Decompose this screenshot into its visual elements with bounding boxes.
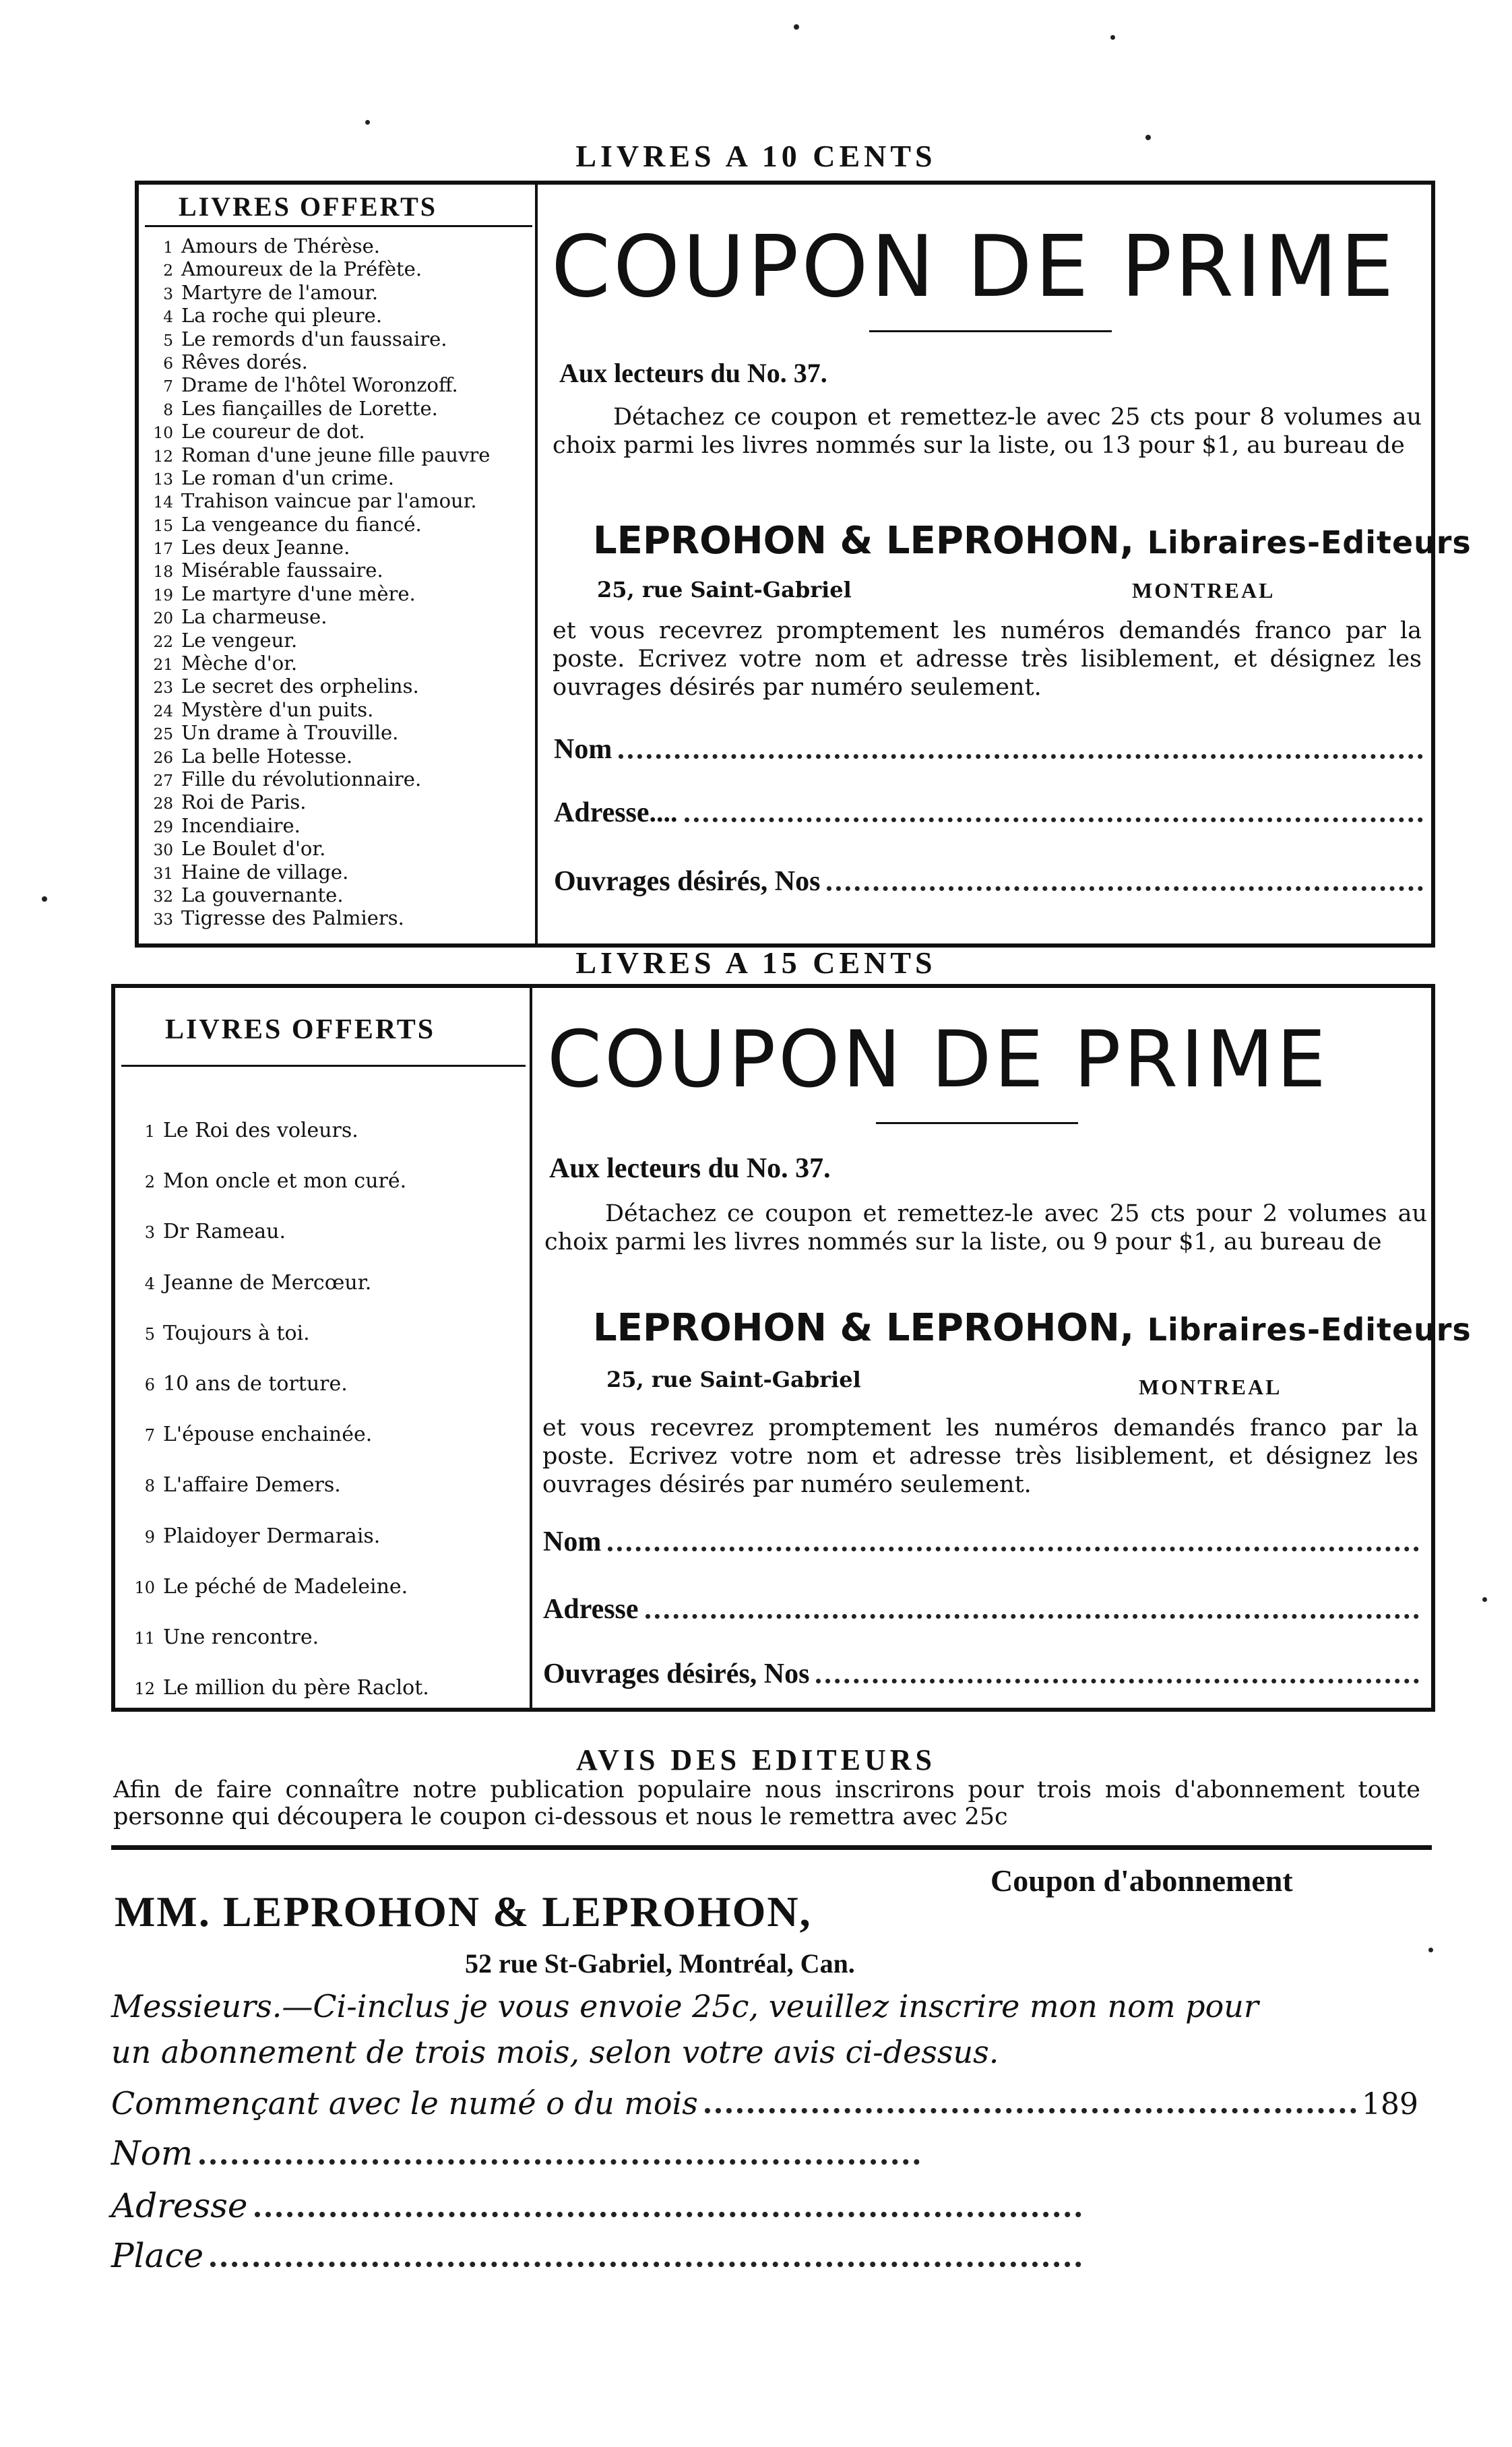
book-number: 12: [134, 1679, 155, 1699]
list-title: LIVRES OFFERTS: [179, 191, 438, 222]
book-number: 6: [163, 354, 173, 373]
book-title: Un drame à Trouville.: [181, 721, 399, 745]
book-number: 5: [163, 331, 173, 350]
ouvrages-dotted-line[interactable]: [827, 886, 1423, 891]
book-list-item: [138, 373, 536, 396]
book-title: Le martyre d'une mère.: [181, 582, 416, 605]
book-title: L'épouse enchainée.: [163, 1423, 373, 1447]
book-number: 1: [163, 239, 173, 257]
book-title: Le remords d'un faussaire.: [181, 327, 447, 350]
book-title: Le Boulet d'or.: [181, 837, 326, 861]
instructions-text: Détachez ce coupon et remettez-le avec 25 cts pour 8 volumes au choix parmi les livres nommés sur la liste, ou 13 pour $1, au bureau de: [553, 404, 1422, 459]
book-number: 6: [144, 1375, 155, 1394]
book-number: 13: [153, 470, 173, 489]
ouvrages-label: Ouvrages désirés, Nos: [543, 1659, 810, 1690]
book-title: Trahison vaincue par l'amour.: [181, 489, 477, 513]
ouvrages-field[interactable]: [554, 864, 1423, 898]
nom-dotted-line[interactable]: [608, 1547, 1419, 1551]
nom-label: Nom: [554, 734, 612, 765]
book-list-item: [138, 281, 536, 304]
delivery-paragraph: [553, 617, 1422, 702]
book-list-item: [138, 235, 536, 257]
book-title: Le secret des orphelins.: [181, 675, 419, 698]
commencant-dotted-line[interactable]: [705, 2108, 1356, 2113]
book-list-item: [138, 652, 536, 675]
book-title: Haine de village.: [181, 860, 349, 884]
book-list-item: [138, 350, 536, 373]
delivery-paragraph: [542, 1414, 1418, 1499]
section-heading-15-cents: LIVRES A 15 CENTS: [575, 946, 937, 980]
subscriber-place-field[interactable]: [111, 2231, 1081, 2275]
book-title: Le péché de Madeleine.: [163, 1574, 408, 1599]
book-number: 7: [163, 377, 173, 396]
coupon-divider: [530, 988, 532, 1708]
book-list-item: [138, 745, 536, 768]
book-title: Roi de Paris.: [181, 791, 307, 814]
book-title: La belle Hotesse.: [181, 744, 353, 768]
book-number: 18: [153, 563, 173, 582]
book-number: 28: [153, 795, 173, 813]
adresse-label: Adresse: [543, 1594, 639, 1625]
book-number: 4: [163, 308, 173, 327]
subscription-address: 52 rue St-Gabriel, Montréal, Can.: [465, 1948, 855, 1979]
subscriber-adresse-dotted-line[interactable]: [255, 2212, 1081, 2217]
book-number: 8: [144, 1477, 155, 1496]
book-list-item: [138, 559, 536, 582]
delivery-text: et vous recevrez promptement les numéros demandés franco par la poste. Ecrivez votre nom et adresse très lisiblement, et désignez les ouvrages désirés par numéro seulement.: [553, 617, 1422, 701]
publisher-firm: LEPROHON & LEPROHON,: [593, 519, 1135, 563]
book-title: Plaidoyer Dermarais.: [163, 1524, 381, 1548]
book-title: Le million du père Raclot.: [163, 1676, 429, 1700]
readers-line: Aux lecteurs du No. 37.: [559, 358, 827, 388]
book-list-item: [138, 629, 536, 652]
publisher-address: 25, rue Saint-Gabriel: [597, 577, 852, 602]
book-title: Les deux Jeanne.: [181, 536, 350, 559]
book-list-item: [138, 582, 536, 605]
list-title-rule: [121, 1065, 526, 1067]
book-title: La vengeance du fiancé.: [181, 512, 422, 536]
year-prefix: 189: [1362, 2087, 1418, 2121]
book-list-item: [138, 536, 536, 559]
book-list-item: [121, 1105, 526, 1156]
book-number: 9: [144, 1527, 155, 1547]
book-title: Jeanne de Mercœur.: [163, 1270, 372, 1295]
book-title: L'affaire Demers.: [163, 1473, 341, 1497]
subscriber-place-label: Place: [111, 2236, 204, 2275]
book-list-item: [138, 397, 536, 420]
list-title-rule: [145, 225, 532, 227]
print-speck: [1482, 1597, 1487, 1602]
publisher-role: Libraires-Editeurs: [1147, 1311, 1472, 1348]
book-title: 10 ans de torture.: [163, 1371, 348, 1396]
book-list-item: [121, 1460, 526, 1510]
adresse-dotted-line[interactable]: [685, 817, 1423, 822]
coupon-title: COUPON DE PRIME: [547, 1014, 1329, 1105]
publisher-role: Libraires-Editeurs: [1147, 524, 1472, 561]
book-number: 1: [144, 1122, 155, 1141]
instructions-paragraph: [553, 403, 1422, 460]
book-list-item: [138, 257, 536, 280]
book-title: Rêves dorés.: [181, 350, 308, 373]
print-speck: [794, 24, 799, 30]
ouvrages-field[interactable]: [543, 1655, 1419, 1690]
book-number: 27: [153, 771, 173, 790]
book-list-item: [138, 513, 536, 536]
book-number: 10: [153, 424, 173, 443]
coupon-title-rule: [876, 1122, 1078, 1124]
book-list-10-cents: [138, 235, 536, 930]
avis-text: Afin de faire connaître notre publication populaire nous inscrirons pour trois mois d'abonnement toute personne qui découpera le coupon ci-dessous et nous le remettra avec 25c: [113, 1776, 1420, 1831]
print-speck: [42, 896, 47, 902]
adresse-field[interactable]: [543, 1590, 1419, 1625]
print-speck: [1110, 35, 1115, 40]
publisher-address: 25, rue Saint-Gabriel: [606, 1367, 861, 1392]
book-number: 20: [153, 609, 173, 628]
book-number: 10: [134, 1578, 155, 1597]
book-list-item: [138, 466, 536, 489]
subscriber-adresse-field[interactable]: [111, 2181, 1081, 2225]
subscriber-nom-field[interactable]: [111, 2128, 920, 2173]
print-speck: [365, 120, 370, 125]
book-number: 23: [153, 679, 173, 698]
book-list-item: [138, 884, 536, 906]
book-number: 33: [153, 910, 173, 929]
book-title: Tigresse des Palmiers.: [181, 906, 404, 930]
book-number: 2: [163, 261, 173, 280]
book-list-item: [138, 814, 536, 837]
publisher-city: MONTREAL: [1132, 578, 1275, 602]
subscriber-place-dotted-line[interactable]: [210, 2262, 1081, 2267]
readers-line: Aux lecteurs du No. 37.: [549, 1153, 831, 1184]
book-number: 7: [144, 1426, 155, 1446]
book-list-item: [121, 1206, 526, 1257]
book-title: Mèche d'or.: [181, 652, 298, 675]
book-title: Misérable faussaire.: [181, 559, 383, 582]
book-list-item: [121, 1359, 526, 1409]
book-list-item: [138, 906, 536, 929]
publisher-city: MONTREAL: [1139, 1375, 1282, 1399]
book-number: 25: [153, 725, 173, 744]
book-list-item: [138, 489, 536, 512]
ouvrages-label: Ouvrages désirés, Nos: [554, 866, 821, 897]
book-title: Amours de Thérèse.: [181, 235, 380, 257]
avis-rule: [111, 1845, 1432, 1850]
book-number: 22: [153, 632, 173, 651]
book-title: Amoureux de la Préfète.: [181, 257, 422, 281]
book-list-item: [138, 791, 536, 813]
book-list-item: [138, 443, 536, 466]
subscription-line-1: Messieurs.—Ci-inclus je vous envoie 25c, veuillez inscrire mon nom pour: [111, 1988, 1259, 2024]
ouvrages-dotted-line[interactable]: [816, 1679, 1419, 1683]
subscription-line-2: un abonnement de trois mois, selon votre avis ci-dessus.: [111, 2034, 999, 2070]
book-title: Une rencontre.: [163, 1625, 319, 1649]
book-number: 30: [153, 841, 173, 860]
list-title: LIVRES OFFERTS: [165, 1014, 436, 1045]
book-number: 32: [153, 887, 173, 906]
book-list-item: [138, 605, 536, 628]
subscriber-nom-dotted-line[interactable]: [199, 2159, 920, 2165]
book-number: 17: [153, 540, 173, 559]
book-number: 3: [144, 1223, 155, 1243]
publisher-name: [593, 519, 1472, 563]
book-title: Martyre de l'amour.: [181, 280, 379, 304]
book-title: Incendiaire.: [181, 813, 301, 837]
book-title: Le roman d'un crime.: [181, 466, 395, 489]
book-list-item: [121, 1612, 526, 1663]
adresse-dotted-line[interactable]: [645, 1614, 1419, 1619]
nom-label: Nom: [543, 1526, 602, 1557]
book-title: Le coureur de dot.: [181, 420, 365, 443]
book-title: Les fiançailles de Lorette.: [181, 396, 438, 420]
book-list-item: [121, 1156, 526, 1206]
book-number: 19: [153, 586, 173, 605]
book-title: Toujours à toi.: [163, 1321, 310, 1345]
book-title: La gouvernante.: [181, 883, 344, 906]
publisher-firm: LEPROHON & LEPROHON,: [593, 1306, 1135, 1350]
book-number: 29: [153, 817, 173, 836]
subscription-coupon-label: Coupon d'abonnement: [990, 1863, 1293, 1898]
adresse-field[interactable]: [554, 795, 1423, 829]
book-title: Drame de l'hôtel Woronzoff.: [181, 373, 458, 397]
delivery-text: et vous recevrez promptement les numéros demandés franco par la poste. Ecrivez votre nom et adresse très lisiblement, et désignez les ouvrages désirés par numéro seulement.: [542, 1415, 1418, 1498]
book-title: Mystère d'un puits.: [181, 698, 374, 721]
book-number: 21: [153, 656, 173, 675]
book-list-item: [138, 721, 536, 744]
subscriber-nom-label: Nom: [111, 2134, 193, 2173]
coupon-title: COUPON DE PRIME: [551, 217, 1397, 316]
book-list-item: [138, 768, 536, 791]
nom-field[interactable]: [554, 732, 1423, 766]
book-number: 11: [134, 1628, 155, 1648]
print-speck: [1145, 135, 1151, 140]
book-number: 26: [153, 748, 173, 767]
instructions-paragraph: [544, 1200, 1427, 1256]
book-number: 3: [163, 284, 173, 303]
book-title: La roche qui pleure.: [181, 304, 383, 328]
book-number: 2: [144, 1173, 155, 1192]
avis-title: AVIS DES EDITEURS: [575, 1743, 937, 1776]
nom-dotted-line[interactable]: [619, 754, 1423, 759]
book-list-item: [138, 698, 536, 721]
coupon-title-rule: [869, 330, 1112, 332]
book-number: 14: [153, 493, 173, 512]
book-number: 5: [144, 1324, 155, 1344]
subscription-recipient: MM. LEPROHON & LEPROHON,: [115, 1888, 812, 1935]
book-title: Dr Rameau.: [163, 1220, 286, 1244]
book-list-item: [121, 1258, 526, 1308]
book-list-item: [138, 837, 536, 860]
book-list-item: [121, 1308, 526, 1359]
adresse-label: Adresse....: [554, 797, 678, 828]
print-speck: [1428, 1948, 1433, 1952]
book-list-15-cents: [121, 1105, 526, 1713]
book-list-item: [121, 1561, 526, 1612]
commencant-label: Commençant avec le numé o du mois: [111, 2085, 698, 2121]
book-number: 15: [153, 516, 173, 535]
subscriber-adresse-label: Adresse: [111, 2186, 248, 2225]
book-number: 24: [153, 702, 173, 720]
book-list-item: [138, 420, 536, 443]
book-number: 4: [144, 1274, 155, 1293]
book-title: Le Roi des voleurs.: [163, 1119, 358, 1142]
book-title: Le vengeur.: [181, 628, 298, 652]
book-list-item: [138, 675, 536, 698]
book-title: Mon oncle et mon curé.: [163, 1169, 407, 1194]
publisher-name: [593, 1306, 1472, 1350]
book-title: Roman d'une jeune fille pauvre: [181, 443, 491, 466]
book-list-item: [138, 304, 536, 327]
book-list-item: [121, 1663, 526, 1713]
book-title: La charmeuse.: [181, 605, 327, 629]
commencant-field[interactable]: [111, 2077, 1418, 2121]
instructions-text: Détachez ce coupon et remettez-le avec 25 cts pour 2 volumes au choix parmi les livres nommés sur la liste, ou 9 pour $1, au bureau de: [544, 1200, 1427, 1256]
book-number: 12: [153, 447, 173, 466]
book-number: 31: [153, 864, 173, 883]
book-number: 8: [163, 400, 173, 419]
book-list-item: [138, 861, 536, 884]
nom-field[interactable]: [543, 1523, 1419, 1558]
book-list-item: [138, 328, 536, 350]
book-list-item: [121, 1511, 526, 1561]
book-list-item: [121, 1409, 526, 1460]
book-title: Fille du révolutionnaire.: [181, 767, 422, 791]
section-heading-10-cents: LIVRES A 10 CENTS: [575, 139, 937, 173]
